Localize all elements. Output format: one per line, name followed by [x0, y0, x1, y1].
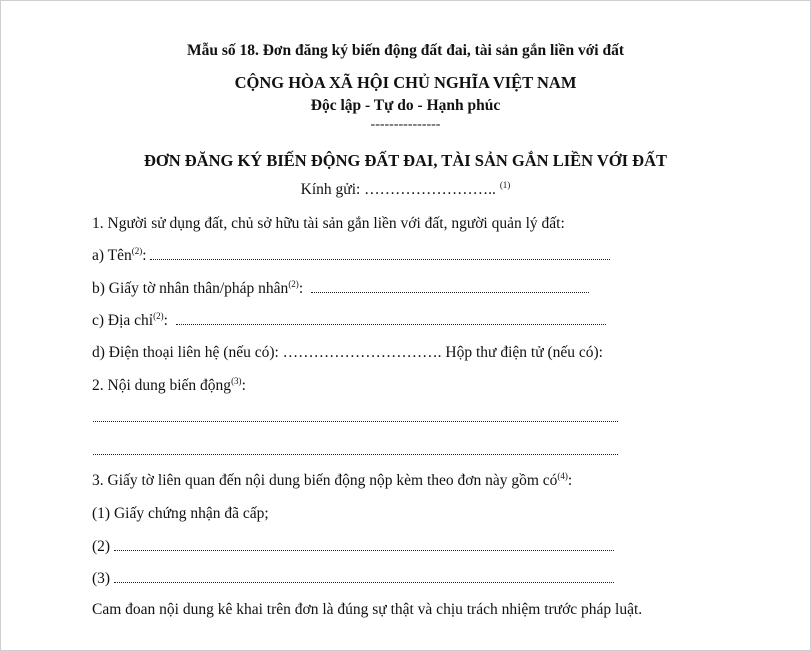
- section3-heading-text: 3. Giấy tờ liên quan đến nội dung biến động nộp kèm theo đơn này gồm có: [92, 472, 558, 489]
- section3-heading: 3. Giấy tờ liên quan đến nội dung biến động nộp kèm theo đơn này gồm $có^{(4)}$:: [92, 471, 573, 489]
- commitment-statement: Cam đoan nội dung kê khai trên đơn là đúng sự thật và chịu trách nhiệm trước pháp luật.: [92, 601, 643, 618]
- divider: ---------------: [370, 117, 441, 132]
- attachment-item-2-field[interactable]: [114, 549, 614, 551]
- recipient-label: Kính gửi: ……………………..: [300, 181, 496, 198]
- section1-heading: 1. Người sử dụng đất, chủ sở hữu tài sản gắn liền với đất, người quản lý đất:: [92, 215, 565, 232]
- address-label: c) Địa chỉ: [92, 312, 154, 329]
- note-marker: (2): [288, 279, 299, 289]
- id-doc-label: b) Giấy tờ nhân thân/pháp nhân: [92, 280, 289, 297]
- attachment-item-2-label: (2): [92, 538, 111, 555]
- motto: Độc lập - Tự do - Hạnh phúc: [310, 97, 501, 114]
- id-doc-field[interactable]: [311, 291, 589, 293]
- change-content-line-1[interactable]: [93, 420, 618, 422]
- phone-row: [92, 344, 603, 362]
- phone-label: d) Điện thoại liên hệ (nếu có): ………………………….: [92, 344, 442, 361]
- recipient-line: [0, 181, 811, 199]
- section2-heading-text: 2. Nội dung biến động: [92, 377, 232, 394]
- note-marker: (2): [153, 311, 164, 321]
- address-row: c) Địa chỉ$^{(2)}$:: [92, 312, 606, 330]
- name-label: a) Tên: [92, 247, 132, 264]
- nation-header: CỘNG HÒA XÃ HỘI CHỦ NGHĨA VIỆT NAM: [234, 73, 577, 92]
- attachment-item-1: (1) Giấy chứng nhận đã cấp;: [92, 505, 269, 522]
- change-content-line-2[interactable]: [93, 453, 618, 455]
- form-code: Mẫu số 18. Đơn đăng ký biến động đất đai, tài sản gắn liền với đất: [186, 42, 625, 59]
- form-title: ĐƠN ĐĂNG KÝ BIẾN ĐỘNG ĐẤT ĐAI, TÀI SẢN GẮN LIỀN VỚI ĐẤT: [143, 151, 668, 170]
- section2-heading: 2. Nội dung biến động$^{(3)}$:: [92, 376, 246, 394]
- id-doc-row: b) Giấy tờ nhân thân/pháp nhân$^{(2)}$:: [92, 280, 589, 298]
- name-row: a) Tên$^{(2)}$:: [92, 247, 610, 265]
- note-marker: (3): [231, 376, 242, 386]
- note-marker: (4): [557, 471, 568, 481]
- attachment-item-2: [92, 538, 614, 556]
- attachment-item-3: [92, 570, 614, 588]
- attachment-item-3-label: (3): [92, 570, 111, 587]
- email-label: Hộp thư điện tử (nếu có):: [445, 344, 603, 361]
- note-marker: (1): [499, 180, 511, 190]
- note-marker: (2): [131, 246, 143, 256]
- address-field[interactable]: [176, 323, 606, 325]
- name-field[interactable]: [150, 258, 610, 260]
- attachment-item-3-field[interactable]: [114, 581, 614, 583]
